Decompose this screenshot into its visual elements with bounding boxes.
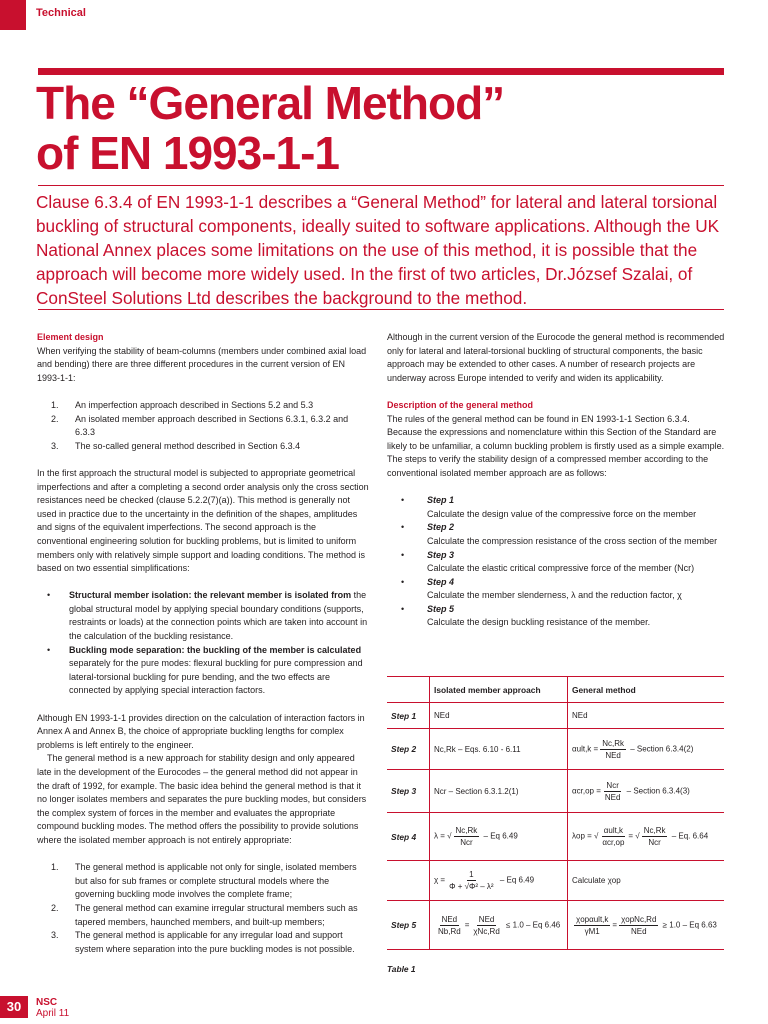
procedures-list	[37, 399, 369, 453]
paragraph: Although in the current version of the Eurocode the general method is recommended only for lateral and lateral-torsional buckling of structural components, the basic approach may be extended to other cases. A number of research projects are underway across Europe intended to verify and widen its applicability.	[387, 332, 725, 383]
article-title	[36, 78, 726, 178]
table-row: Step 5 $\frac{\text{NEd}}{Nb,Rd}$ = $\frac{\text{NEd}}{\text{χNc,Rd}}$ ≤ 1.0 – Eq 6.46 $\frac{\text{χopαult,k}}{\gamma M1}$ = $\frac{\text{χopNc,Rd}}{\text{NEd}}$ ≥ 1.0 – Eq 6.63	[387, 901, 724, 950]
table-header-row	[387, 677, 724, 703]
paragraph: Although EN 1993-1-1 provides direction on the calculation of interaction factors in Annex A and Annex B, the choice of appropriate buckling lengths for complex problems is left entirely to the engineer.	[37, 712, 365, 750]
heading-element-design: Element design	[37, 332, 104, 342]
list-item: 1. The general method is applicable not only for single, isolated members but also for sub frames or complete structural models where the governing buckling mode involves the complete frame;	[51, 862, 357, 900]
step-item: • Step 5 Calculate the design buckling resistance of the member.	[401, 603, 651, 628]
paragraph: The rules of the general method can be found in EN 1993-1-1 Section 6.3.4. Because the expressions and nomenclature within this Section of the Standard are likely to be unfamiliar, a column buckling problem is firstly used as a simple example. The steps to verify the stability design of a compressed member according to the conventional isolated member approach are as follows:	[387, 413, 725, 478]
intro-rule	[38, 309, 724, 310]
list-item: 3. The general method is applicable for any irregular load and support system where separation into the pure buckling modes is not possible.	[51, 930, 355, 954]
table-row: Step 1 NEd NEd	[387, 703, 724, 729]
paragraph: When verifying the stability of beam-columns (members under combined axial load and bending) there are three different procedures in the current version of EN 1993-1-1:	[37, 345, 367, 383]
column-header: General method	[568, 677, 725, 703]
left-column	[37, 331, 369, 956]
step-item: • Step 2 Calculate the compression resistance of the cross section of the member	[401, 522, 718, 546]
section-tag: Technical	[36, 7, 86, 19]
issue-date: April 11	[36, 1008, 70, 1019]
list-item: 3. The so-called general method described in Section 6.3.4	[51, 440, 301, 451]
advantages-list	[37, 861, 369, 956]
simplifications-list	[37, 589, 369, 698]
right-column	[387, 331, 725, 630]
column-header: Isolated member approach	[430, 677, 568, 703]
intro-standfirst: Clause 6.3.4 of EN 1993-1-1 describes a “General Method” for lateral and lateral torsional buckling of structural components, ideally suited to software applications. Although the UK National Annex places some limitations on the use of this method, it is possible that the approach will become more widely used. In the first of two articles, Dr.József Szalai, of ConSteel Solutions Ltd describes the background to the method.	[36, 192, 720, 308]
step-item: • Step 3 Calculate the elastic critical compressive force of the member (Ncr)	[401, 549, 695, 574]
title-line-1: The “General Method”	[36, 77, 505, 129]
page-number: 30	[0, 996, 28, 1018]
list-item: 1. An imperfection approach described in Sections 5.2 and 5.3	[51, 399, 314, 410]
table-caption: Table 1	[387, 964, 416, 974]
table-row: Step 2 Nc,Rk – Eqs. 6.10 - 6.11 αult,k = $\frac{Nc,Rk}{\text{NEd}}$ – Section 6.3.4(2)	[387, 729, 724, 770]
magazine-name: NSC	[36, 997, 58, 1008]
steps-list	[387, 494, 725, 630]
title-line-2: of EN 1993-1-1	[36, 127, 340, 179]
paragraph: The general method is a new approach for stability design and only appeared late in the development of the Eurocodes – the general method did not appear in the draft of 1992, for example. The basic idea behind the general method is that it no longer isolates members and separates the pure buckling modes, but considers the complex system of forces in the member and evaluates the appropriate compound buckling modes. The method offers the possibility to provide solutions where the isolated member approach is not entirely appropriate:	[37, 753, 367, 845]
table-row: Step 3 Ncr – Section 6.3.1.2(1) αcr,op = $\frac{\text{Ncr}}{\text{NEd}}$ – Section 6.3.4(3)	[387, 770, 724, 813]
title-rule	[38, 185, 724, 186]
step-item: • Step 1 Calculate the design value of the compressive force on the member	[401, 495, 697, 519]
step-item: • Step 4 Calculate the member slenderness, λ and the reduction factor, χ	[401, 576, 682, 601]
list-item: 2. An isolated member approach described in Sections 6.3.1, 6.3.2 and 6.3.3	[51, 413, 349, 438]
top-rule	[38, 68, 724, 75]
heading-general-method: Description of the general method	[387, 399, 534, 410]
paragraph: In the first approach the structural model is subjected to appropriate geometrical imperfections and after a completing a second order analysis only the cross section resistances need be checked (clause 5.2.2(7)(a)). This method is generally not used in practice due to the uncertainty in the definition of the shapes, amplitudes and signs of the equivalent imperfections. The second approach is the conventional engineering solution for buckling problems, but is limited to uniform members only with relatively simple support and loading conditions. The method is based on two essential simplifications:	[37, 467, 369, 574]
comparison-table	[387, 676, 724, 950]
table-row: Step 4 λ = √ $\frac{Nc,Rk}{\text{Ncr}}$ – Eq 6.49 λop = √ $\frac{\text{αult,k}}{\text{αcr,op}}$ = √ $\frac{Nc,Rk}{\text{Ncr}}$ – Eq. 6.64	[387, 813, 724, 861]
list-item: • Structural member isolation: the relevant member is isolated from the global structural model by applying special boundary conditions (supports, restraints or loads) at the connection points which are taken into account in the calculation of the buckling resistance.	[47, 590, 368, 642]
table-row: χ = $\frac{1}{\text{Φ + √Φ² – λ²}}$ – Eq 6.49 Calculate χop	[387, 861, 724, 901]
list-item: • Buckling mode separation: the buckling of the member is calculated separately for the pure modes: flexural buckling for pure compression and lateral-torsional buckling for pure bending, and the two effects are connected by applying special interaction factors.	[47, 644, 363, 696]
corner-accent-bar	[0, 0, 26, 30]
list-item: 2. The general method can examine irregular structural members such as tapered members, haunched members, and built-up members;	[51, 902, 358, 927]
